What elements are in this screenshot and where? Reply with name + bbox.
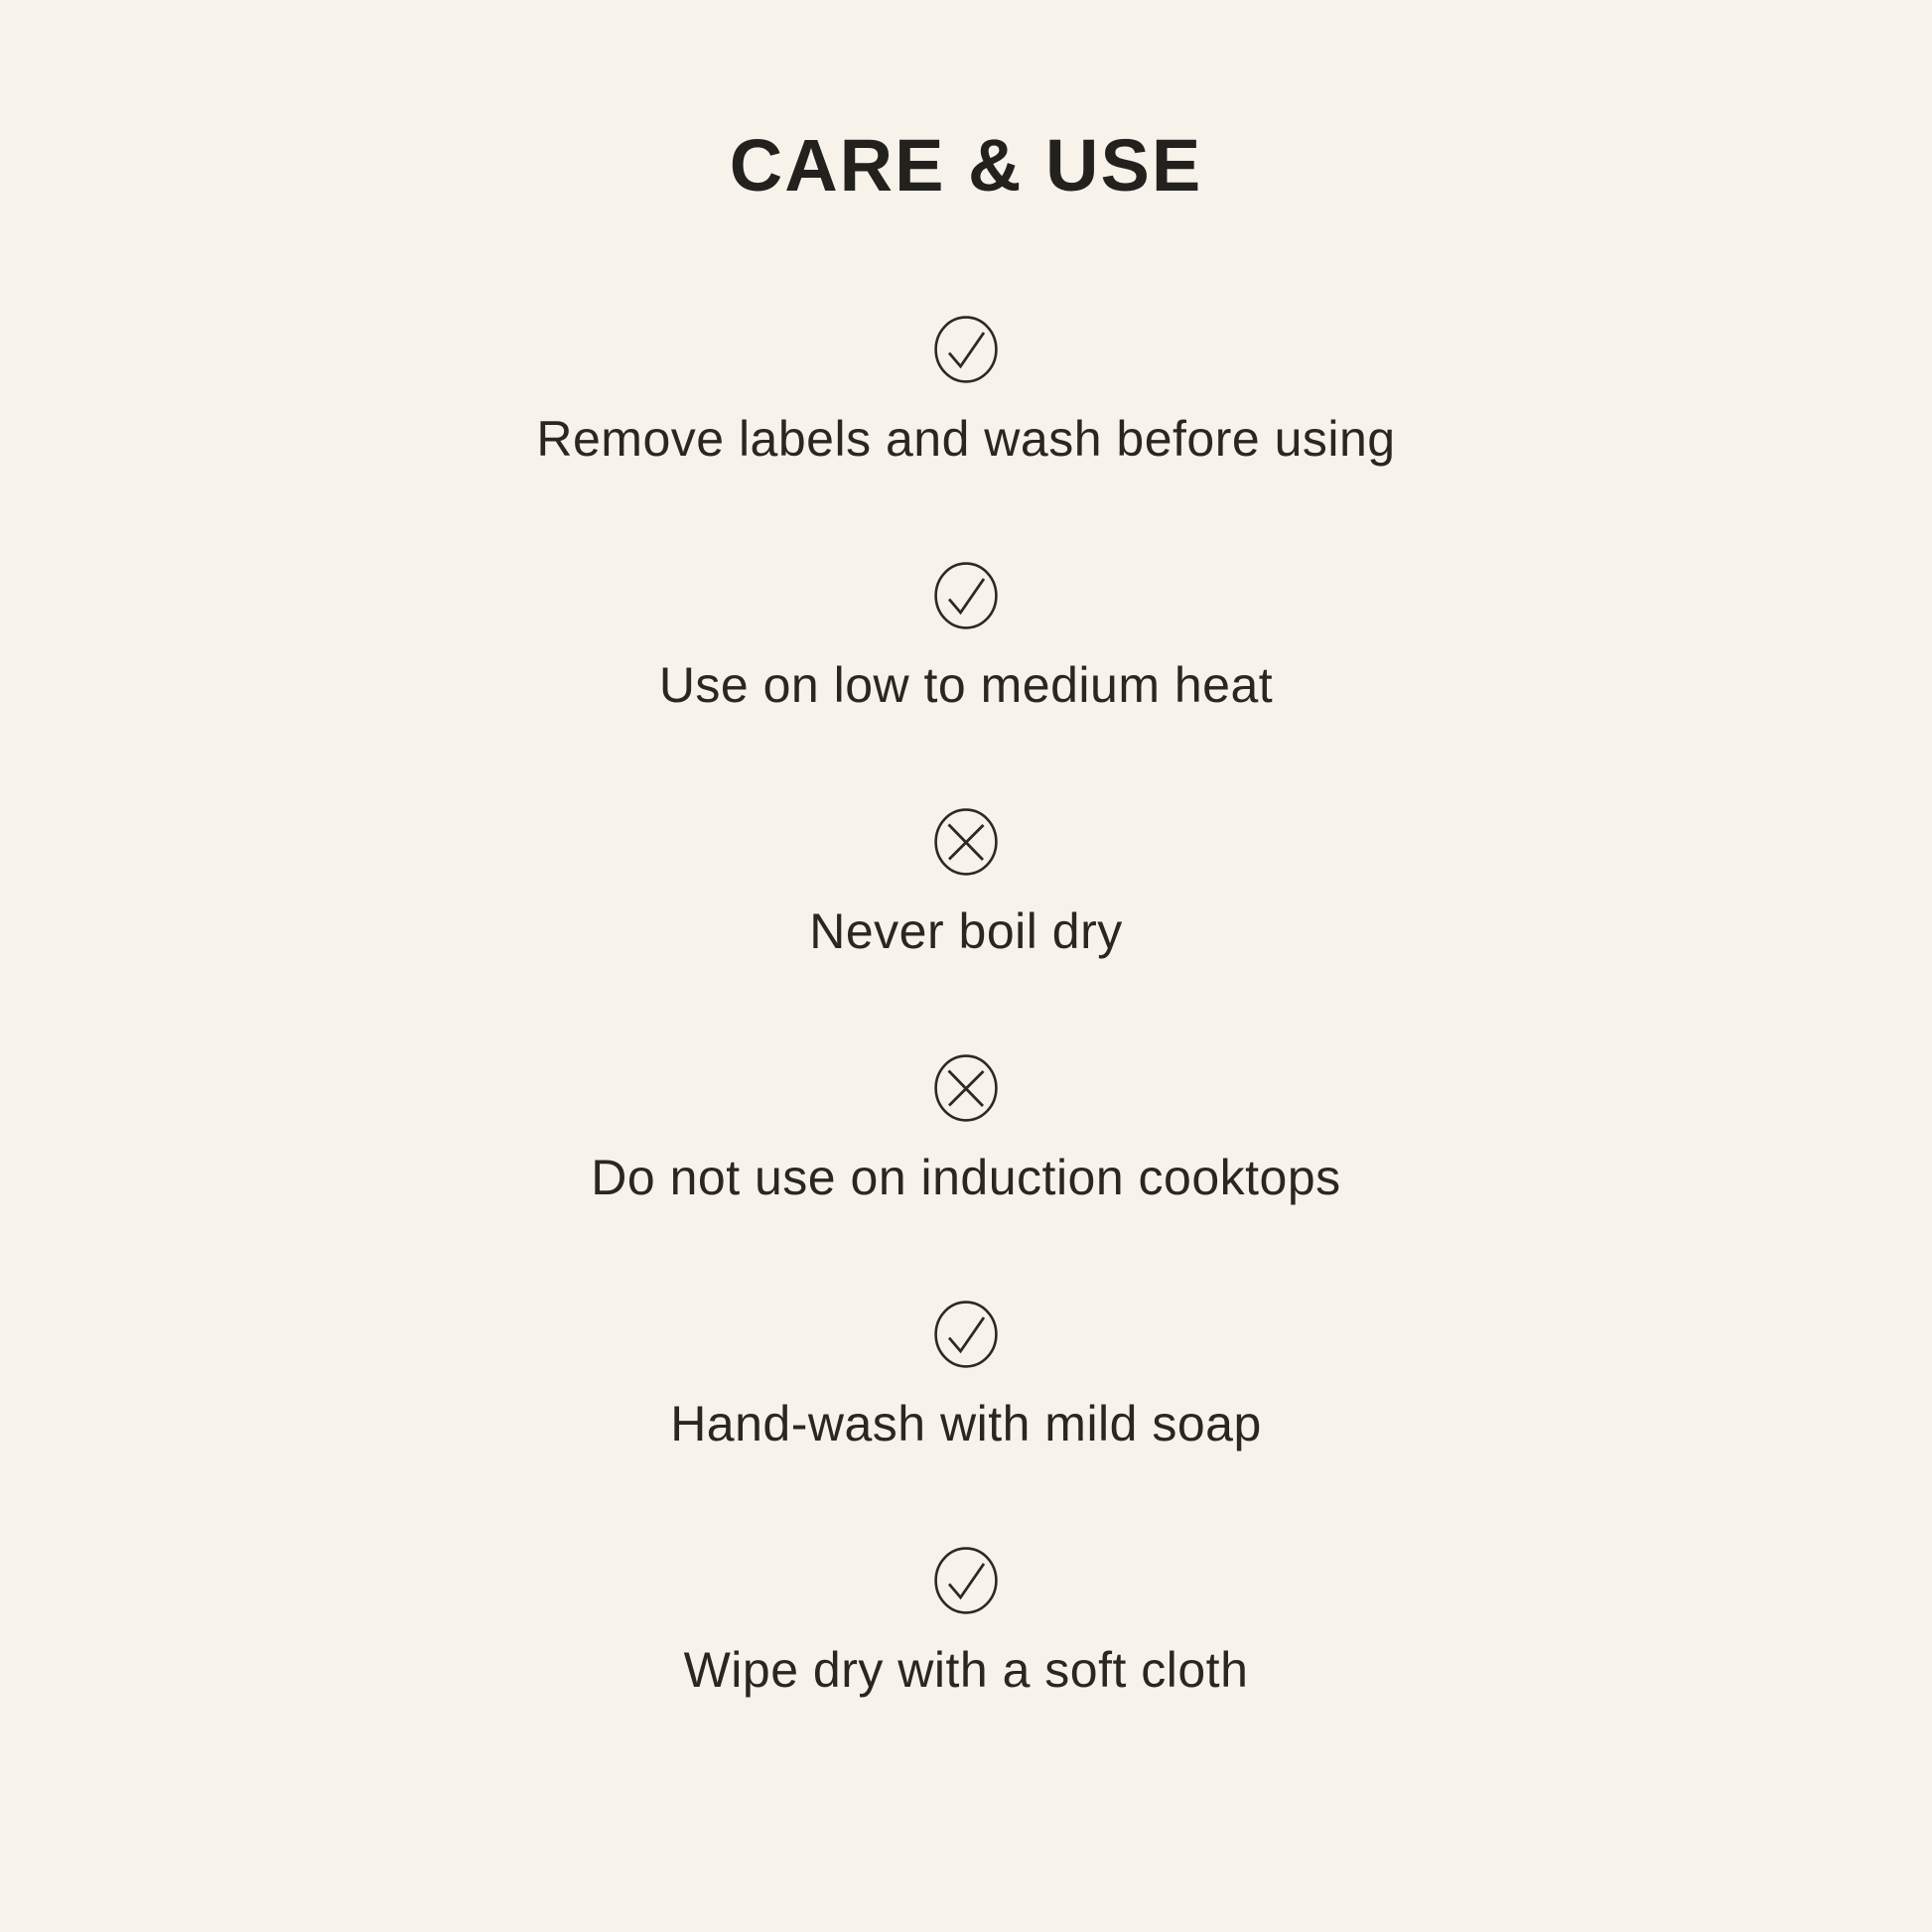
care-item-label: Remove labels and wash before using: [536, 411, 1396, 467]
care-item: [809, 808, 1122, 961]
care-item-label: Never boil dry: [809, 903, 1123, 959]
care-item-label: Do not use on induction cooktops: [591, 1150, 1341, 1205]
check-circle-icon: [934, 1547, 998, 1614]
care-item: [591, 1054, 1340, 1207]
check-circle-icon: [934, 1301, 998, 1368]
x-circle-icon: [934, 1054, 998, 1122]
page-title: CARE & USE: [729, 124, 1203, 207]
x-circle-icon: [934, 808, 998, 876]
check-circle-icon: [934, 562, 998, 629]
care-item-label: Hand-wash with mild soap: [670, 1396, 1262, 1451]
care-item: [536, 316, 1395, 469]
care-item-label: Use on low to medium heat: [658, 657, 1274, 713]
care-item: [684, 1547, 1249, 1700]
care-item: [670, 1301, 1262, 1453]
care-item: [659, 562, 1273, 715]
check-circle-icon: [934, 316, 998, 383]
care-item-label: Wipe dry with a soft cloth: [683, 1642, 1249, 1698]
care-items-list: [536, 316, 1395, 1700]
